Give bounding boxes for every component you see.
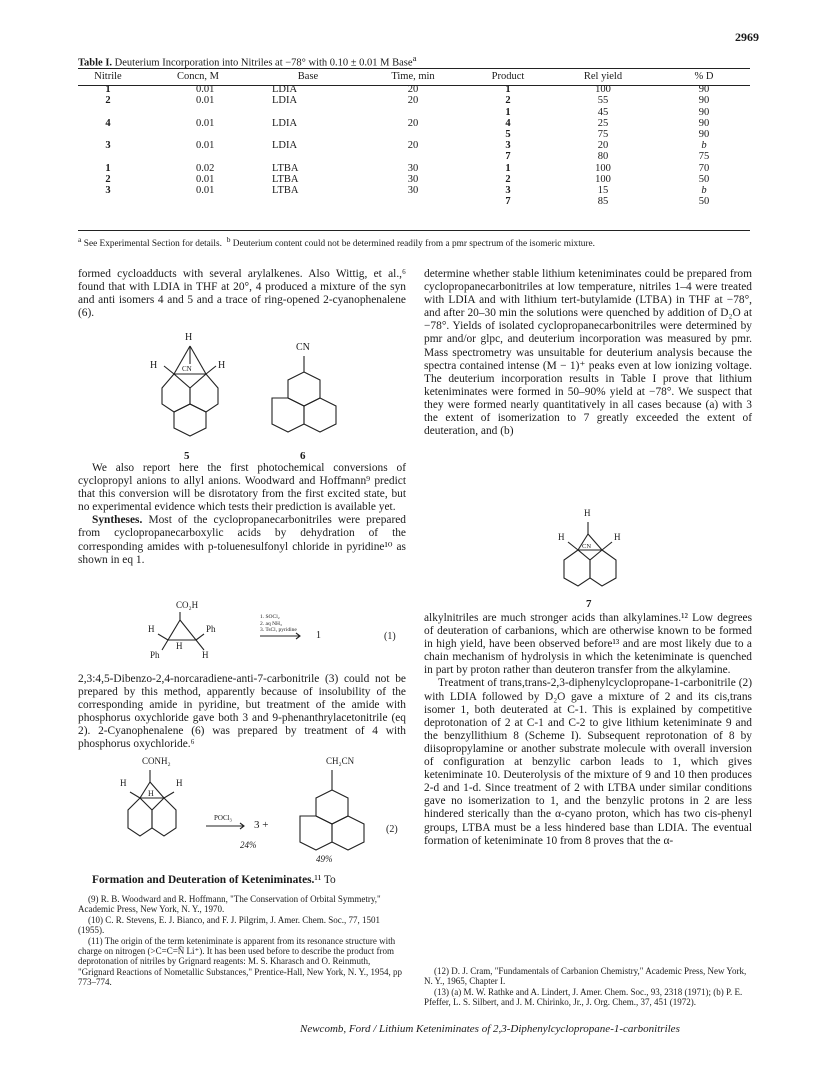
table-cell: 85 — [597, 196, 609, 208]
equation-2 — [110, 756, 408, 866]
table-cell: 20 — [407, 117, 419, 129]
right-column-bottom — [424, 612, 752, 848]
table-cell: 0.01 — [196, 140, 215, 152]
h-label: H — [614, 532, 621, 542]
col-header: Time, min — [391, 71, 435, 82]
structure-7 — [540, 508, 640, 610]
table-row — [78, 107, 750, 118]
conh2-label: CONH₂ — [142, 756, 171, 766]
table-cell — [78, 196, 138, 207]
table-cell — [358, 196, 468, 207]
left-footnotes — [78, 894, 406, 988]
table-cell: 25 — [597, 117, 609, 129]
table-cell — [78, 151, 138, 162]
table-cell: 75 — [597, 129, 609, 141]
right-footnotes — [424, 966, 752, 1008]
footnote: (11) The origin of the term keteniminate is apparent from its resonance structure with charge on nitrogen (>C=C=N̄ Li⁺). It has been used before to describe the product from deprotonation of nitriles by Grignard reagents: M. S. Kharasch and O. Reinmuth, "Grignard Reactions of Nometallic Substances," Prentice-Hall, New York, N. Y., 1954, pp 773–774. — [78, 935, 403, 988]
h-label: H — [148, 624, 155, 634]
table-cell: LTBA — [272, 162, 299, 174]
table-cell: 90 — [698, 117, 710, 129]
table-cell — [258, 151, 358, 162]
table-cell: 90 — [698, 106, 710, 118]
structure-label: 6 — [300, 450, 306, 462]
ph-label: Ph — [206, 624, 216, 634]
table-cell: 3 — [105, 140, 111, 152]
page-number: 2969 — [735, 30, 759, 44]
table-cell: LDIA — [272, 95, 298, 107]
h-label: H — [558, 532, 565, 542]
col-header: Concn, M — [177, 71, 219, 82]
col-header: Rel yield — [583, 71, 623, 82]
table-row — [78, 185, 750, 196]
table-cell — [78, 107, 138, 118]
structure-5 — [140, 332, 250, 462]
cn-label: CN — [582, 543, 592, 550]
table-header-row — [78, 70, 750, 84]
table-cell: 15 — [597, 185, 609, 197]
table-row — [78, 196, 750, 207]
footnote: (12) D. J. Cram, "Fundamentals of Carbanion Chemistry," Academic Press, New York, N. Y., 1965, Chapter I. — [424, 966, 747, 987]
table-cell: 4 — [505, 117, 511, 129]
table-cell: 90 — [698, 95, 710, 107]
ph-label: Ph — [150, 650, 160, 660]
table-row — [78, 163, 750, 174]
footnote: (13) (a) M. W. Rathke and A. Lindert, J. Amer. Chem. Soc., 93, 2318 (1971); (b) P. E. Pfeffer, L. S. Silbert, and J. M. Chirinko, Jr., J. Org. Chem., 37, 451 (1972). — [424, 986, 743, 1008]
table-cell: 2 — [105, 173, 111, 185]
table-cell: 1 — [105, 162, 111, 174]
table-cell: 1 — [105, 84, 111, 96]
table-cell: b — [701, 140, 707, 152]
table-cell — [78, 129, 138, 140]
table-cell: 30 — [407, 162, 419, 174]
paragraph: 2,3:4,5-Dibenzo-2,4-norcaradiene-anti-7-carbonitrile (3) could not be prepared by this method, apparently because of insolubility of the corresponding amide in pyridine, but treatment of the amide with phosphorus oxychloride gave both 3 and 9-phenanthrylacetonitrile (eq 2). 2-Cyanophenalene (6) was prepared by treatment of 4 with phosphorus oxychloride.⁶ — [78, 673, 406, 751]
table-footnote-a: See Experimental Section for details. — [83, 239, 222, 250]
table-cell: 70 — [698, 162, 710, 174]
table-cell: 20 — [407, 140, 419, 152]
cn-label: CN — [296, 342, 310, 353]
equation-1 — [140, 600, 408, 664]
table-cell: 0.02 — [196, 162, 215, 174]
col-header: % D — [694, 71, 714, 82]
table-row — [78, 129, 750, 140]
h-label: H — [185, 332, 193, 343]
table-cell: 20 — [597, 140, 609, 152]
table-cell: 90 — [698, 84, 710, 96]
table-cell: LTBA — [272, 173, 299, 185]
cn-label: CN — [182, 365, 192, 373]
table-header-rule — [78, 85, 750, 86]
table-cell — [358, 151, 468, 162]
structure-6 — [262, 342, 352, 462]
table-cell — [138, 107, 258, 118]
table-bottom-rule — [78, 230, 750, 231]
table-row — [78, 174, 750, 185]
table-row — [78, 140, 750, 151]
eq1-number: (1) — [384, 631, 396, 642]
table-cell: 1 — [505, 106, 511, 118]
h-label: H — [150, 360, 158, 371]
table-cell: 0.01 — [196, 185, 215, 197]
paragraph: Most of the cyclopropanecarbonitriles were prepared from cyclopropanecarboxylic acids by dehydration of the corresponding amides with p-toluenesulfonyl chloride in pyridine¹⁰ as shown in eq 1. — [78, 514, 406, 566]
eq2-product: 3 + — [254, 819, 269, 831]
table-row — [78, 151, 750, 162]
deuterium-table — [78, 70, 750, 207]
table-cell: b — [701, 185, 707, 197]
table-cell: 90 — [698, 129, 710, 141]
table-cell: 80 — [597, 151, 609, 163]
paragraph: ¹¹ To — [314, 874, 336, 886]
table-cell: 50 — [698, 196, 710, 208]
col-header: Base — [297, 71, 319, 82]
table-caption-mark: a — [412, 53, 417, 63]
table-cell — [138, 151, 258, 162]
table-cell: 1 — [505, 84, 511, 96]
structure-label: 7 — [586, 598, 592, 610]
table-cell: 3 — [105, 185, 111, 197]
table-cell — [358, 107, 468, 118]
right-column-top — [424, 268, 752, 438]
table-cell — [258, 196, 358, 207]
eq1-reagents — [260, 614, 297, 634]
section-heading: Syntheses. — [92, 514, 143, 527]
table-cell: LTBA — [272, 185, 299, 197]
paragraph: We also report here the first photochemical conversions of cyclopropyl anions to allyl anions. Woodward and Hoffmann⁹ predict that this conversion will be disrotatory from the first excited state, but no experimental evidence which tests their prediction is available yet. — [78, 462, 406, 514]
paragraph: Treatment of trans,trans-2,3-diphenylcyclopropane-1-carbonitrile (2) with LDIA followed by D₂O gave a mixture of 2 and its cis,trans isomer 1, both deuterated at C-1. This is explained by competitive deprotonation of 2 at C-1 and C-2 to give lithium keteniminate 9 and the benzyllithium 8 (Scheme I). Subsequent reprotonation of 8 by diisopropylamine or another substrate molecule with overall inversion of configuration at benzylic carbon leads to 1, which gives keteniminate 10. Deuterolysis of the mixture of 9 and 10 then produces 2-d and 1-d. Since treatment of 2 with LTBA under similar conditions gave no isomerization to 1, and the benzylic protons in 2 are less hindered sterically than the α-cyano proton, which has two cis-phenyl groups, LTBA must be a less hindered base than LDIA. The eventual formation of keteniminate 10 from 8 proves that the α- — [424, 677, 752, 847]
table-cell: 0.01 — [196, 95, 215, 107]
col-header: Nitrile — [94, 71, 122, 82]
footnote: (9) R. B. Woodward and R. Hoffmann, "The Conservation of Orbital Symmetry," Academic Press, New York, N. Y., 1970. — [78, 894, 381, 915]
table-cell: 30 — [407, 185, 419, 197]
co2h-label: CO₂H — [176, 600, 199, 610]
table-cell: 55 — [597, 95, 609, 107]
table-cell: 4 — [105, 117, 111, 129]
table-cell: 2 — [505, 95, 511, 107]
eq2-reagent: POCl₃ — [214, 814, 233, 822]
paragraph: formed cycloadducts with several arylalkenes. Also Wittig, et al.,⁶ found that with LDIA in THF at 20°, 4 produced a mixture of the syn and anti isomers 4 and 5 and a trace of ring-opened 2-cyanophenalene (6). — [78, 268, 406, 320]
h-label: H — [584, 508, 591, 518]
footnote: (10) C. R. Stevens, E. J. Bianco, and F. J. Pilgrim, J. Amer. Chem. Soc., 77, 1501 (1955). — [78, 914, 381, 936]
table-cell: 100 — [595, 162, 611, 174]
table-caption — [78, 53, 416, 69]
h-label: H — [148, 789, 154, 798]
paragraph: determine whether stable lithium keteniminates could be prepared from cyclopropanecarbonitriles at low temperature, nitriles 1–4 were treated with LDIA and with lithium tert-butylamide (LTBA) in THF at −78°, and after 20–30 min the solutions were quenched by addition of D₂O at −78°. Yields of isolated cyclopropanecarbonitriles were determined by pmr and/or glpc, and deuterium incorporation was measured by pmr. Mass spectrometry was unsuitable for deuterium analysis because the spectra contained intense (M − 1)⁺ peaks even at low ionizing voltage. The deuterium incorporation results in Table I prove that lithium keteniminates were formed in 50–90% yield at −78°. We suspect that they were formed nearly quantitatively in all cases because (a) with 3 the extent of isomerization to 7 greatly exceeded the extent of deuteration, and (b) — [424, 268, 752, 438]
table-footnote-b: Deuterium content could not be determined readily from a pmr spectrum of the isomeric mixture. — [232, 239, 595, 250]
table-cell: 30 — [407, 173, 419, 185]
table-cell: 50 — [698, 173, 710, 185]
table-top-rule — [78, 68, 750, 69]
table-caption-text: Deuterium Incorporation into Nitriles at −78° with 0.10 ± 0.01 M Base — [114, 57, 413, 69]
table-cell: 2 — [105, 95, 111, 107]
table-cell — [258, 129, 358, 140]
table-cell: 7 — [505, 196, 511, 208]
table-cell: 5 — [505, 129, 511, 141]
table-cell: 3 — [505, 185, 511, 197]
table-label: Table I. — [78, 57, 113, 69]
table-cell: 20 — [407, 95, 419, 107]
eq2-yield: 24% — [240, 840, 257, 850]
left-column-mid — [78, 462, 406, 567]
table-cell — [258, 107, 358, 118]
eq1-step: 2. aq NH₃ — [260, 620, 282, 627]
table-cell: 45 — [597, 106, 609, 118]
h-label: H — [202, 650, 209, 660]
col-header: Product — [491, 71, 525, 82]
ch2cn-label: CH₂CN — [326, 756, 355, 766]
eq1-step: 3. TsCl, pyridine — [260, 627, 297, 633]
h-label: H — [120, 778, 127, 788]
eq1-step: 1. SOCl₂ — [260, 614, 280, 620]
h-label: H — [218, 360, 226, 371]
table-cell: 1 — [505, 162, 511, 174]
table-cell: LDIA — [272, 140, 298, 152]
eq2-number: (2) — [386, 824, 398, 835]
table-cell — [358, 129, 468, 140]
eq1-product: 1 — [316, 630, 321, 641]
table-row — [78, 95, 750, 106]
table-cell: 0.01 — [196, 117, 215, 129]
table-cell: 75 — [698, 151, 710, 163]
table-cell: 100 — [595, 173, 611, 185]
table-footnotes: $^a$ See Experimental Section for details. $^b$ Deuterium content could not be determined readily from a pmr spectrum of the isomeric mixture. — [78, 235, 595, 250]
table-row — [78, 118, 750, 129]
h-label: H — [176, 641, 183, 651]
structure-label: 5 — [184, 450, 190, 462]
table-cell: LDIA — [272, 84, 298, 96]
left-column-after-eq1 — [78, 673, 406, 752]
paragraph: alkylnitriles are much stronger acids than alkylamines.¹² Low degrees of deuteration of carbanions, which are otherwise known to be formed in high yield, have been observed before¹³ and are most likely due to a chain mechanism of hydrolysis in which the keteniminate is quenched in part by proton rather than deuteron transfer from the alkylamine. — [424, 612, 752, 677]
table-cell: 2 — [505, 173, 511, 185]
section-heading: Formation and Deuteration of Keteniminates. — [92, 874, 315, 886]
table-cell: 3 — [505, 140, 511, 152]
left-column-bottom — [78, 874, 406, 887]
left-column-top — [78, 268, 406, 320]
table-cell: 7 — [505, 151, 511, 163]
table-cell: 20 — [407, 84, 419, 96]
table-cell: LDIA — [272, 117, 298, 129]
eq2-yield: 49% — [316, 854, 333, 864]
h-label: H — [176, 778, 183, 788]
table-cell — [138, 129, 258, 140]
table-cell: 0.01 — [196, 173, 215, 185]
table-cell: 0.01 — [196, 84, 215, 96]
table-cell — [138, 196, 258, 207]
running-footer: Newcomb, Ford / Lithium Keteniminates of 2,3-Diphenylcyclopropane-1-carbonitriles — [300, 1023, 680, 1035]
table-cell: 100 — [595, 84, 611, 96]
